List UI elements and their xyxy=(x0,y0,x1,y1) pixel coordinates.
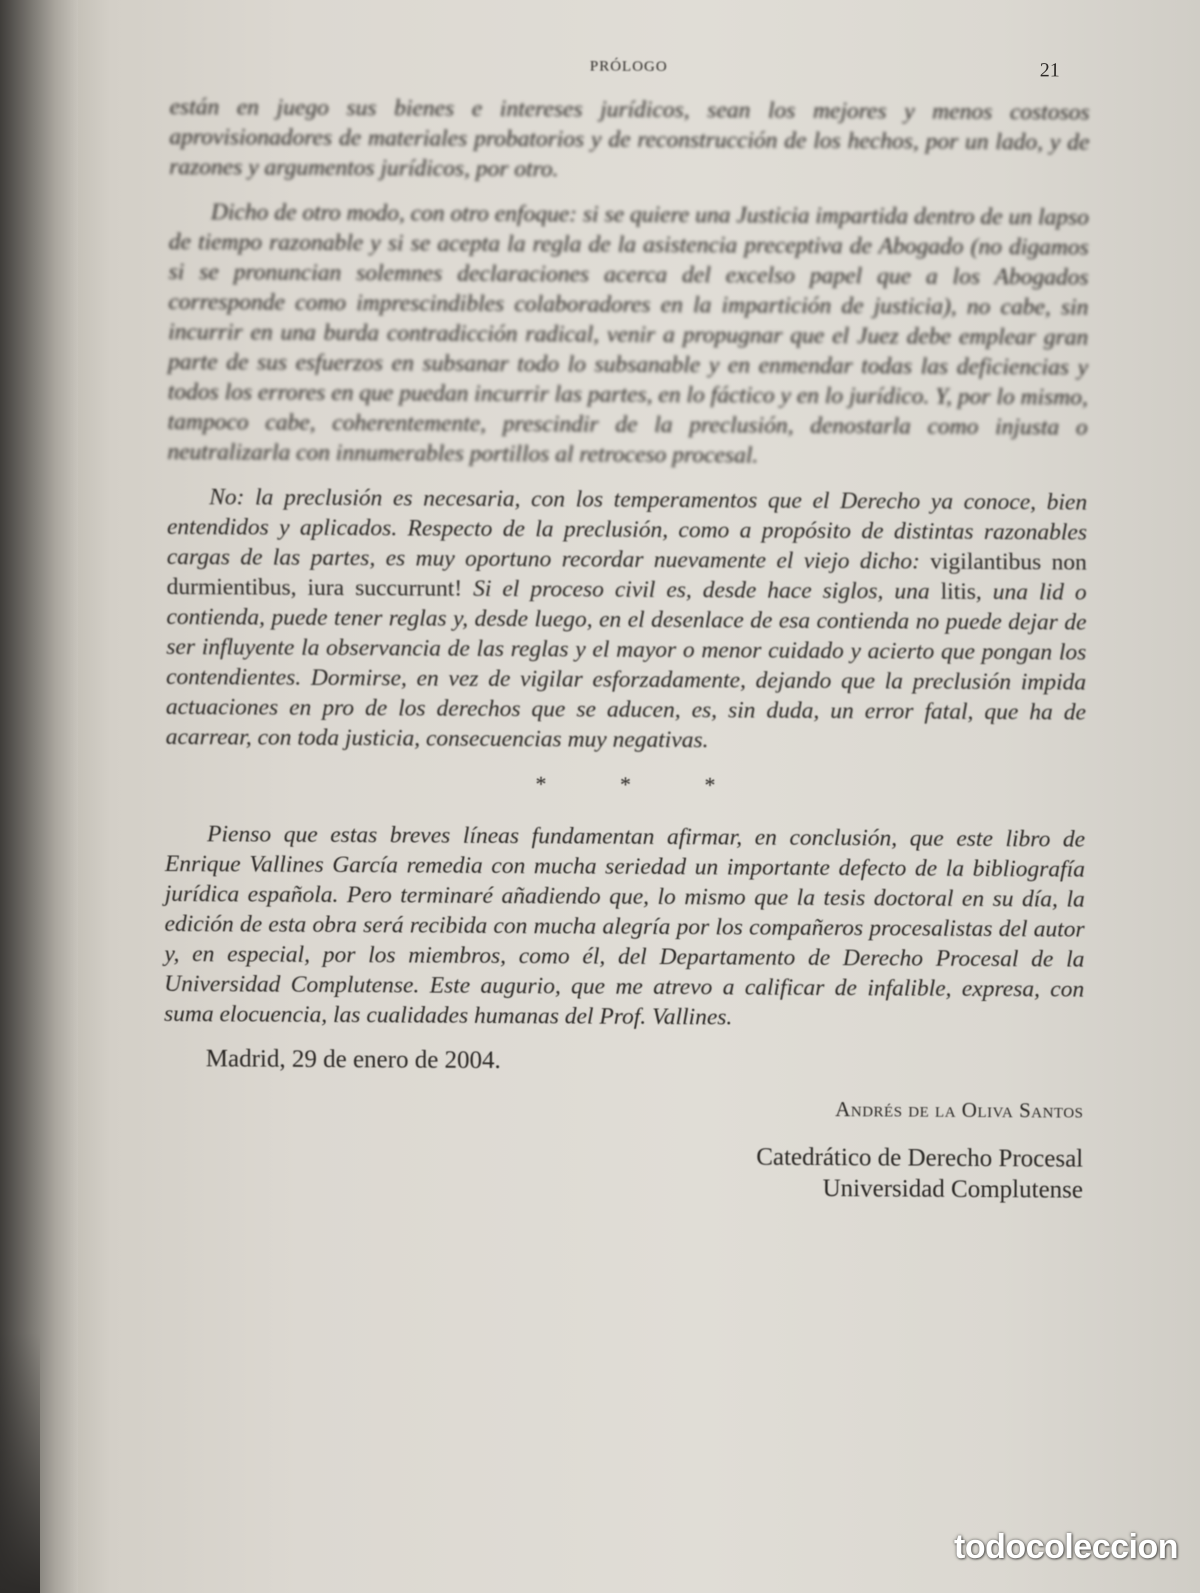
date-line: Madrid, 29 de enero de 2004. xyxy=(205,1045,501,1075)
paragraph-conclusion: Pienso que estas breves líneas fundamentan afirmar, en conclusión, que este libro de Enrique Vallines García remedia con mucha seriedad un importante defecto de la bibliografía jurídica española. Pero terminaré añadiendo que, lo mismo que la tesis doctoral en su día, la edición de esta obra será recibida con mucha alegría por los compañeros procesalistas del autor y, en especial, por los miembros, como él, del Departamento de Derecho Procesal de la Universidad Complutense. Este augurio, que me atrevo a calificar de infalible, expresa, con suma elocuencia, las cualidades humanas del Prof. Vallines. xyxy=(163,821,1086,1031)
latin-phrase: vigilantibus non durmientibus, iura succurrunt! xyxy=(166,548,1087,602)
page-body xyxy=(163,92,1090,1206)
paragraph-3 xyxy=(166,482,1088,758)
running-head xyxy=(170,54,1090,90)
corner-shadow xyxy=(0,1333,40,1593)
paragraph-2: Dicho de otro modo, con otro enfoque: si se quiere una Justicia impartida dentro de un lapso de tiempo razonable y si se acepta la regla de la asistencia preceptiva de Abogado (no digamos si se pronuncian solemnes declaraciones acerca del excelso papel que a los Abogados corresponde como imprescindibles colaboradores en la impartición de justicia), no cabe, sin incurrir en una burda contradicción radical, venir a propugnar que el Juez debe emplear gran parte de sus esfuerzos en subsanar todo lo subsanable y en enmendar todas las deficiencias y todos los errores en que puedan incurrir las partes, en lo fáctico y en lo jurídico. Y, por lo mismo, tampoco cabe, coherentemente, prescindir de la preclusión, denostarla como injusta o neutralizarla con innumerables portillos al retroceso procesal. xyxy=(167,199,1090,469)
section-separator: * * * xyxy=(535,771,750,798)
latin-word: litis xyxy=(940,578,977,605)
page-number: 21 xyxy=(1039,59,1060,82)
paragraph-3-part-3: , una lid o contienda, puede tener reglas y, desde luego, en el desenlace de esa contienda no puede dejar de ser influyente la observancia de las reglas y el mayor o menor cuidado y acierto que pongan los contendientes. Dormirse, en vez de vigilar esforzadamente, dejando que la preclusión impida actuaciones en pro de los derechos que se aducen, es, sin duda, un error fatal, que ha de acarrear, con toda justicia, consecuencias muy negativas. xyxy=(165,578,1087,754)
paragraph-1: están en juego sus bienes e intereses jurídicos, sean los mejores y menos costosos aprovisionadores de materiales probatorios y de reconstrucción de los hechos, por un lado, y de razones y argumentos jurídicos, por otro. xyxy=(169,93,1090,183)
signature-author: Andrés de la Oliva Santos xyxy=(835,1097,1084,1123)
signature-title-line-1: Catedrático de Derecho Procesal xyxy=(756,1143,1084,1173)
signature-affiliation xyxy=(163,1138,1083,1206)
printed-page xyxy=(162,40,1115,1346)
running-title: PRÓLOGO xyxy=(589,58,668,76)
signature-title-line-2: Universidad Complutense xyxy=(822,1175,1084,1204)
paragraph-3-part-1: No: la preclusión es necesaria, con los temperamentos que el Derecho ya conoce, bien entendidos y aplicados. Respecto de la preclusión, como a propósito de distintas razonables cargas de las partes, es muy oportuno recordar nuevamente el viejo dicho: xyxy=(166,484,1088,575)
paragraph-3-part-2: Si el proceso civil es, desde hace siglos, una xyxy=(462,575,941,605)
watermark-logo: todocoleccion xyxy=(954,1528,1178,1566)
